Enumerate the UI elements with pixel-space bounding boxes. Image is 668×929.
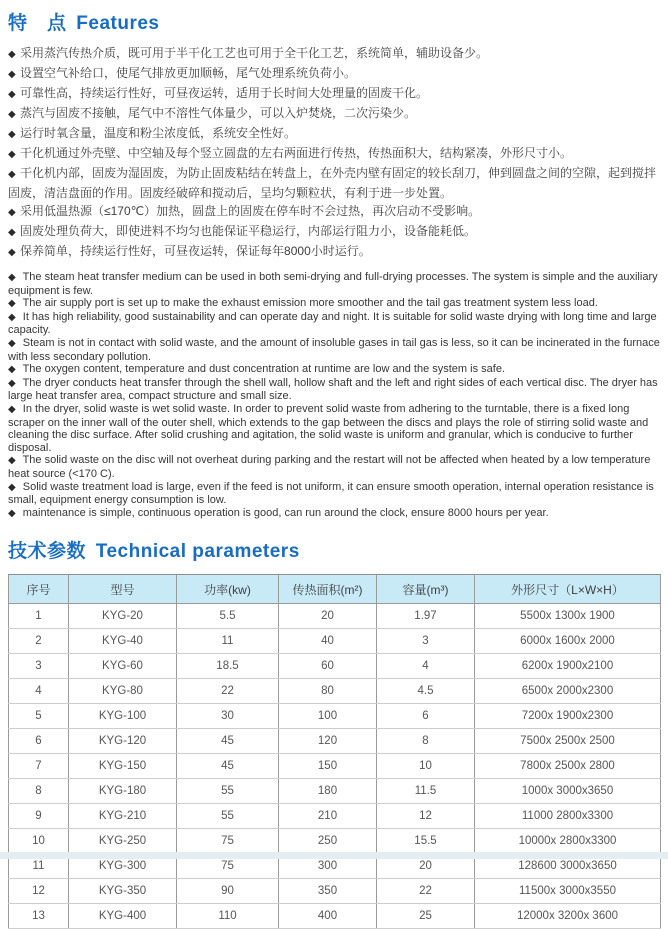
cell-dimensions: 7200x 1900x2300: [475, 704, 661, 729]
diamond-bullet-icon: ◆: [8, 481, 16, 493]
cell-seq: 2: [9, 629, 69, 654]
feature-text-zh: 采用低温热源（≤170℃）加热，圆盘上的固废在停车时不会过热，再次启动不受影响。: [20, 204, 481, 218]
cell-power: 55: [177, 779, 279, 804]
cell-power: 55: [177, 804, 279, 829]
cell-seq: 7: [9, 754, 69, 779]
feature-text-en: The solid waste on the disc will not overheat during parking and the restart will not be affected when heated by a low temperature heat source (<170 C).: [8, 454, 651, 480]
cell-dimensions: 5500x 1300x 1900: [475, 604, 661, 629]
cell-power: 75: [177, 829, 279, 854]
diamond-bullet-icon: ◆: [8, 298, 16, 310]
cell-seq: 9: [9, 804, 69, 829]
cell-power: 5.5: [177, 604, 279, 629]
diamond-bullet-icon: ◆: [8, 129, 16, 140]
cell-capacity: 15.5: [377, 829, 475, 854]
table-row: [9, 729, 661, 754]
cell-model: KYG-60: [69, 654, 177, 679]
feature-text-zh: 干化机内部，固废为湿固废，为防止固废粘结在转盘上，在外壳内壁有固定的较长刮刀，伸到圆盘之间的空隙，起到搅拌固废，清洁盘面的作用。固废经破碎和搅动后，呈均匀颗粒状，有利于进一步处置。: [8, 166, 657, 200]
cell-model: KYG-80: [69, 679, 177, 704]
tech-params-title-en: Technical parameters: [95, 541, 300, 563]
cell-heat-area: 350: [279, 879, 377, 904]
feature-item-en: [8, 271, 660, 297]
table-row: [9, 829, 661, 854]
cell-capacity: 4: [377, 654, 475, 679]
diamond-bullet-icon: ◆: [8, 507, 16, 519]
feature-text-en: In the dryer, solid waste is wet solid waste. In order to prevent solid waste from adhering to the turntable, there is a fixed long scraper on the inner wall of the outer shell, which extends to the gap between the discs and plays the role of stirring solid waste and cleaning the disc surface. After solid crushing and agitation, the solid waste is uniform and granular, which is conducive to further disposal.: [8, 402, 649, 454]
diamond-bullet-icon: ◆: [8, 311, 16, 323]
cell-capacity: 8: [377, 729, 475, 754]
feature-text-zh: 运行时氧含量，温度和粉尘浓度低，系统安全性好。: [20, 126, 297, 140]
feature-item-en: [8, 297, 660, 311]
cell-seq: 11: [9, 854, 69, 879]
feature-item-zh: [8, 124, 660, 144]
diamond-bullet-icon: ◆: [8, 49, 16, 60]
cell-power: 45: [177, 754, 279, 779]
diamond-bullet-icon: ◆: [8, 403, 16, 415]
cell-capacity: 25: [377, 904, 475, 929]
features-list-zh: [8, 44, 660, 262]
cell-dimensions: 1000x 3000x3650: [475, 779, 661, 804]
cell-power: 75: [177, 854, 279, 879]
table-row: [9, 679, 661, 704]
feature-text-en: The oxygen content, temperature and dust concentration at runtime are low and the system is safe.: [22, 363, 505, 376]
cell-dimensions: 128600 3000x3650: [475, 854, 661, 879]
diamond-bullet-icon: ◆: [8, 455, 16, 467]
feature-item-en: [8, 403, 660, 454]
diamond-bullet-icon: ◆: [8, 227, 16, 238]
cell-capacity: 12: [377, 804, 475, 829]
diamond-bullet-icon: ◆: [8, 337, 16, 349]
cell-seq: 3: [9, 654, 69, 679]
cell-model: KYG-300: [69, 854, 177, 879]
cell-power: 18.5: [177, 654, 279, 679]
table-header-row: [9, 575, 661, 604]
page-bottom-strip: [0, 852, 668, 859]
cell-heat-area: 60: [279, 654, 377, 679]
feature-item-en: [8, 377, 660, 403]
cell-power: 11: [177, 629, 279, 654]
cell-heat-area: 80: [279, 679, 377, 704]
feature-item-zh: [8, 202, 660, 222]
cell-heat-area: 250: [279, 829, 377, 854]
table-row: [9, 904, 661, 929]
table-header: [9, 575, 661, 604]
cell-seq: 5: [9, 704, 69, 729]
column-header: 型号: [69, 575, 177, 604]
tech-params-title-zh: 技术参数: [8, 541, 87, 563]
table-row: [9, 654, 661, 679]
cell-heat-area: 150: [279, 754, 377, 779]
cell-model: KYG-150: [69, 754, 177, 779]
feature-text-en: Solid waste treatment load is large, even if the feed is not uniform, it can ensure smooth operation, internal operation resistance is small, equipment energy consumption is low.: [8, 480, 654, 507]
feature-text-zh: 可靠性高，持续运行性好，可昼夜运转，适用于长时间大处理量的固废干化。: [20, 86, 429, 100]
cell-dimensions: 10000x 2800x3300: [475, 829, 661, 854]
cell-heat-area: 100: [279, 704, 377, 729]
features-title-en: Features: [76, 13, 160, 34]
cell-dimensions: 6000x 1600x 2000: [475, 629, 661, 654]
cell-capacity: 1.97: [377, 604, 475, 629]
feature-text-en: The air supply port is set up to make the exhaust emission more smoother and the tail gas treatment system less load.: [22, 297, 598, 310]
table-row: [9, 754, 661, 779]
cell-dimensions: 6200x 1900x2100: [475, 654, 661, 679]
cell-capacity: 3: [377, 629, 475, 654]
cell-power: 90: [177, 879, 279, 904]
column-header: 序号: [9, 575, 69, 604]
feature-item-en: [8, 363, 660, 377]
cell-heat-area: 180: [279, 779, 377, 804]
diamond-bullet-icon: ◆: [8, 272, 16, 283]
feature-text-zh: 采用蒸汽传热介质，既可用于半干化工艺也可用于全干化工艺，系统简单，辅助设备少。: [20, 46, 489, 60]
cell-seq: 10: [9, 829, 69, 854]
feature-text-en: The dryer conducts heat transfer through the shell wall, hollow shaft and the left and right sides of each vertical disc. The dryer has large heat transfer area, compact structure and small size.: [8, 376, 658, 403]
feature-item-zh: [8, 64, 660, 84]
feature-text-en: maintenance is simple, continuous operation is good, can run around the clock, ensure 8000 hours per year.: [22, 506, 549, 519]
feature-text-zh: 设置空气补给口，使尾气排放更加顺畅，尾气处理系统负荷小。: [20, 66, 357, 80]
cell-heat-area: 400: [279, 904, 377, 929]
cell-seq: 1: [9, 604, 69, 629]
table-row: [9, 779, 661, 804]
diamond-bullet-icon: ◆: [8, 377, 16, 389]
cell-heat-area: 40: [279, 629, 377, 654]
feature-text-zh: 干化机通过外壳壁、中空轴及每个竖立圆盘的左右两面进行传热，传热面积大，结构紧凑，外形尺寸小。: [20, 146, 573, 160]
feature-item-zh: [8, 84, 660, 104]
diamond-bullet-icon: ◆: [8, 109, 16, 120]
feature-item-zh: [8, 104, 660, 124]
cell-dimensions: 11000 2800x3300: [475, 804, 661, 829]
cell-model: KYG-350: [69, 879, 177, 904]
feature-item-en: [8, 507, 660, 521]
cell-seq: 4: [9, 679, 69, 704]
cell-model: KYG-100: [69, 704, 177, 729]
column-header: 传热面积(m²): [279, 575, 377, 604]
feature-text-en: Steam is not in contact with solid waste, and the amount of insoluble gases in tail gas is less, so it can be incinerated in the furnace with less secondary pollution.: [8, 336, 660, 363]
column-header: 容量(m³): [377, 575, 475, 604]
cell-power: 30: [177, 704, 279, 729]
cell-dimensions: 7800x 2500x 2800: [475, 754, 661, 779]
features-section-title: [8, 8, 660, 35]
feature-text-zh: 固废处理负荷大，即使进料不均匀也能保证平稳运行，内部运行阻力小，设备能耗低。: [20, 224, 477, 238]
cell-power: 22: [177, 679, 279, 704]
cell-heat-area: 300: [279, 854, 377, 879]
cell-capacity: 10: [377, 754, 475, 779]
feature-item-en: [8, 454, 660, 480]
technical-parameters-table: [8, 574, 661, 929]
cell-capacity: 6: [377, 704, 475, 729]
cell-seq: 8: [9, 779, 69, 804]
features-title-zh: 特 点: [8, 13, 67, 34]
feature-text-zh: 保养简单，持续运行性好，可昼夜运转，保证每年8000小时运行。: [20, 244, 371, 258]
cell-seq: 12: [9, 879, 69, 904]
cell-model: KYG-40: [69, 629, 177, 654]
feature-item-zh: [8, 164, 660, 202]
cell-dimensions: 12000x 3200x 3600: [475, 904, 661, 929]
cell-dimensions: 6500x 2000x2300: [475, 679, 661, 704]
cell-heat-area: 120: [279, 729, 377, 754]
cell-capacity: 22: [377, 879, 475, 904]
cell-heat-area: 20: [279, 604, 377, 629]
table-row: [9, 704, 661, 729]
cell-power: 45: [177, 729, 279, 754]
cell-seq: 6: [9, 729, 69, 754]
cell-capacity: 11.5: [377, 779, 475, 804]
feature-item-zh: [8, 144, 660, 164]
features-list-en: [8, 271, 660, 520]
cell-model: KYG-180: [69, 779, 177, 804]
column-header: 功率(kw): [177, 575, 279, 604]
diamond-bullet-icon: ◆: [8, 364, 16, 376]
cell-capacity: 20: [377, 854, 475, 879]
table-body: [9, 604, 661, 929]
diamond-bullet-icon: ◆: [8, 69, 16, 80]
cell-dimensions: 7500x 2500x 2500: [475, 729, 661, 754]
column-header: 外形尺寸（L×W×H）: [475, 575, 661, 604]
feature-text-en: The steam heat transfer medium can be used in both semi-drying and full-drying processes. The system is simple and the auxiliary equipment is few.: [8, 271, 658, 297]
feature-item-zh: [8, 222, 660, 242]
diamond-bullet-icon: ◆: [8, 247, 16, 258]
cell-dimensions: 11500x 3000x3550: [475, 879, 661, 904]
cell-power: 110: [177, 904, 279, 929]
feature-item-en: [8, 481, 660, 507]
feature-item-zh: [8, 242, 660, 262]
table-row: [9, 804, 661, 829]
cell-heat-area: 210: [279, 804, 377, 829]
diamond-bullet-icon: ◆: [8, 207, 16, 218]
feature-item-en: [8, 311, 660, 337]
cell-model: KYG-20: [69, 604, 177, 629]
tech-params-section-title: [8, 536, 660, 563]
feature-text-zh: 蒸汽与固废不接触，尾气中不溶性气体量少，可以入炉焚烧，二次污染少。: [20, 106, 417, 120]
table-row: [9, 629, 661, 654]
feature-item-en: [8, 337, 660, 363]
table-row: [9, 604, 661, 629]
cell-model: KYG-250: [69, 829, 177, 854]
diamond-bullet-icon: ◆: [8, 149, 16, 160]
diamond-bullet-icon: ◆: [8, 169, 16, 180]
diamond-bullet-icon: ◆: [8, 89, 16, 100]
feature-text-en: It has high reliability, good sustainability and can operate day and night. It is suitable for solid waste drying with long time and large capacity.: [8, 310, 657, 337]
cell-model: KYG-210: [69, 804, 177, 829]
feature-item-zh: [8, 44, 660, 64]
cell-seq: 13: [9, 904, 69, 929]
cell-model: KYG-120: [69, 729, 177, 754]
cell-model: KYG-400: [69, 904, 177, 929]
cell-capacity: 4.5: [377, 679, 475, 704]
table-row: [9, 879, 661, 904]
